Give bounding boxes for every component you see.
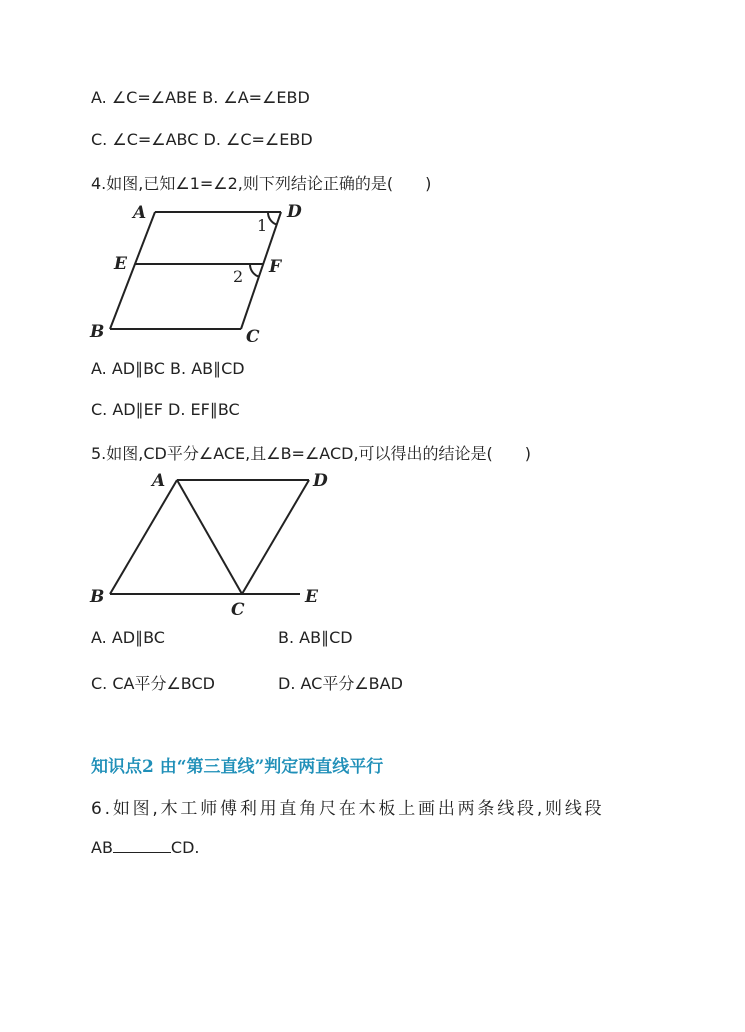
q4-point-e: E xyxy=(114,254,127,274)
q6-answer-prefix: AB xyxy=(91,838,113,857)
q5-point-d: D xyxy=(313,471,328,491)
section-title: 知识点2 由“第三直线”判定两直线平行 xyxy=(91,757,384,777)
q5-point-a: A xyxy=(152,471,166,491)
q6-stem: 6.如图,木工师傅利用直角尺在木板上画出两条线段,则线段 xyxy=(91,799,605,819)
q5-point-c: C xyxy=(231,600,245,620)
q4-point-c: C xyxy=(246,327,260,347)
q5-option-d: D. AC平分∠BAD xyxy=(278,674,403,693)
q5-option-a: A. AD∥BC xyxy=(91,628,165,647)
q3-options-ab: A. ∠C=∠ABE B. ∠A=∠EBD xyxy=(91,88,310,107)
q4-options-cd: C. AD∥EF D. EF∥BC xyxy=(91,400,240,419)
q4-angle2-label: 2 xyxy=(233,267,244,286)
q4-stem: 4.如图,已知∠1=∠2,则下列结论正确的是( ) xyxy=(91,174,432,193)
q5-stem: 5.如图,CD平分∠ACE,且∠B=∠ACD,可以得出的结论是( ) xyxy=(91,444,532,463)
q4-point-f: F xyxy=(269,257,282,277)
q4-point-b: B xyxy=(90,322,105,342)
q5-option-c: C. CA平分∠BCD xyxy=(91,674,215,693)
q6-answer-line xyxy=(91,836,200,857)
q6-answer-blank xyxy=(113,836,171,853)
q5-point-e: E xyxy=(305,587,318,607)
q5-option-b: B. AB∥CD xyxy=(278,628,353,647)
q5-segment-ac xyxy=(177,480,242,594)
q4-point-d: D xyxy=(287,202,302,222)
q5-point-b: B xyxy=(90,587,105,607)
q3-options-cd: C. ∠C=∠ABC D. ∠C=∠EBD xyxy=(91,130,313,149)
q4-angle1-label: 1 xyxy=(257,216,268,235)
q4-point-a: A xyxy=(133,203,147,223)
q4-options-ab: A. AD∥BC B. AB∥CD xyxy=(91,359,245,378)
q5-segment-ab xyxy=(110,480,177,594)
q6-answer-suffix: CD. xyxy=(170,838,200,857)
q5-segment-dc xyxy=(242,480,309,594)
